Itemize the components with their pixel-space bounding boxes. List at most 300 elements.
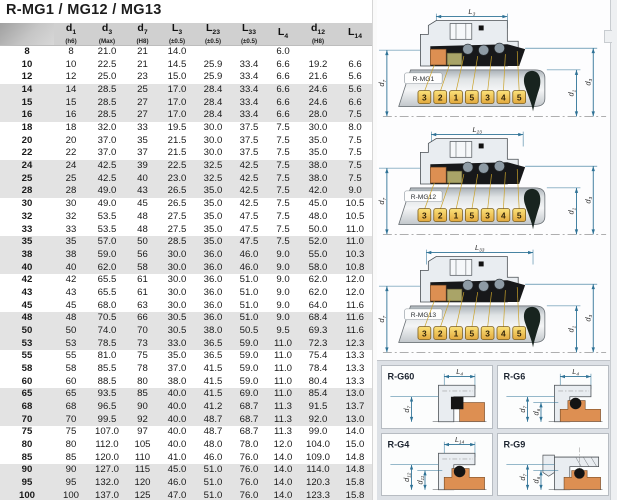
cell: 69.3 [308, 324, 328, 336]
cell: 32.0 [97, 122, 117, 134]
cell [299, 46, 337, 59]
cell: 33.4 [239, 109, 259, 121]
table-row [0, 325, 373, 338]
cell: 11.3 [274, 413, 292, 425]
cell: 53 [21, 337, 33, 349]
cell: 11.0 [274, 388, 292, 400]
cell: 52.0 [308, 236, 328, 248]
gland-detail [450, 24, 472, 40]
callout-number: 5 [469, 328, 475, 339]
cell: 51.0 [239, 274, 259, 286]
cell: 10.5 [345, 210, 365, 222]
cell: 58 [21, 362, 33, 374]
dim-label: $d_7$ [377, 79, 388, 87]
dim-label: $L_{33}$ [474, 243, 485, 254]
cell: 12.3 [345, 337, 365, 349]
cell: 9.0 [276, 312, 290, 324]
callout-number: 3 [485, 328, 490, 339]
cell: 7.5 [348, 172, 362, 184]
detail-label: R-G60 [387, 371, 415, 382]
cell: 10 [21, 58, 33, 70]
callout-number: 5 [469, 92, 475, 103]
dim-label: $d_7$ [377, 315, 388, 323]
cell: 15 [65, 96, 77, 108]
cell: 35.0 [203, 185, 223, 197]
cell: 41.5 [203, 375, 223, 387]
table-row [0, 122, 373, 135]
table-row [0, 388, 373, 401]
cell: 16 [21, 109, 33, 121]
cell: 8.0 [348, 122, 362, 134]
cell: 65 [21, 388, 33, 400]
cell: 25.9 [203, 58, 223, 70]
cell: 11.0 [346, 236, 364, 248]
cell: 80.4 [308, 375, 328, 387]
cell: 28.4 [203, 109, 223, 121]
table-header-row [0, 23, 373, 46]
cell: 11.0 [274, 350, 292, 362]
cell: 45.0 [308, 198, 328, 210]
diagram-r-mg12-wrap [377, 122, 613, 240]
table-row [0, 338, 373, 351]
dim-label: $d_7$ [517, 405, 528, 413]
cell: 42.5 [97, 160, 117, 172]
detail-diagram-r-g4 [382, 434, 492, 496]
cell: 13.7 [345, 400, 365, 412]
cell: 26.5 [167, 198, 187, 210]
cell: 21 [137, 46, 148, 58]
cell: 27 [137, 109, 148, 121]
cell: 37 [137, 147, 148, 159]
cell: 7.5 [276, 147, 290, 159]
page-title: R-MG1 / MG12 / MG13 [6, 2, 162, 18]
cell: 30.0 [167, 299, 187, 311]
table-row [0, 426, 373, 439]
cell: 76.0 [239, 476, 259, 488]
cell: 6.6 [348, 58, 362, 70]
cell: 14.8 [345, 464, 365, 476]
cell: 92 [137, 413, 148, 425]
cell: 38 [65, 248, 77, 260]
cell: 33.4 [239, 71, 259, 83]
dim-label: $d_7$ [377, 197, 388, 205]
cell: 8 [24, 46, 30, 58]
cell: 109.0 [305, 451, 330, 463]
cell: 19.2 [308, 58, 328, 70]
column-header: $d_7$ (H8) [126, 23, 159, 46]
cell: 7.5 [276, 223, 290, 235]
gland-detail [450, 260, 472, 276]
cell: 36.0 [203, 248, 223, 260]
cell: 70 [21, 413, 33, 425]
cell: 100 [62, 489, 79, 500]
cell: 9.0 [276, 299, 290, 311]
gland-detail [450, 142, 472, 158]
cell: 55 [21, 350, 33, 362]
cell: 12.0 [345, 274, 365, 286]
cell: 22 [65, 147, 77, 159]
cell: 28.5 [167, 236, 187, 248]
cell: 78.0 [239, 438, 259, 450]
cell: 16 [65, 109, 77, 121]
cell: 47.5 [239, 236, 259, 248]
diagram-label: R-MG12 [410, 194, 437, 202]
cell: 14.5 [167, 58, 187, 70]
table-row [0, 363, 373, 376]
cell: 12.0 [345, 286, 365, 298]
callout-number: 5 [516, 92, 522, 103]
diagram-label: R-MG1 [412, 76, 435, 84]
cell: 74.0 [97, 324, 117, 336]
cell: 114.0 [306, 464, 330, 476]
cell: 76.0 [239, 451, 259, 463]
cell: 37.0 [97, 147, 117, 159]
table-row [0, 414, 373, 427]
cell: 13.3 [345, 350, 365, 362]
cell: 70 [65, 413, 77, 425]
cell: 7.5 [276, 185, 290, 197]
callout-number: 2 [437, 328, 443, 339]
cell [231, 46, 267, 59]
callout-number: 3 [422, 210, 427, 221]
cell: 40.0 [167, 438, 187, 450]
dim-label: $d_6$ [531, 476, 541, 483]
cell: 46.0 [203, 451, 223, 463]
cell: 78 [137, 362, 148, 374]
cell: 42.5 [239, 172, 259, 184]
cell: 12 [65, 71, 77, 83]
column-header: $L_{33}$ (±0.5) [231, 23, 267, 46]
cell: 28.4 [203, 84, 223, 96]
cell: 42.0 [308, 185, 328, 197]
table-row [0, 84, 373, 97]
seal-face [447, 53, 462, 65]
cell: 56 [137, 248, 148, 260]
cell: 59.0 [239, 362, 259, 374]
set-screw [479, 25, 484, 30]
cell: 51.0 [203, 476, 223, 488]
dim-label: $d_{11}$ [415, 475, 425, 485]
cell: 39 [137, 160, 148, 172]
cell: 28.5 [97, 96, 117, 108]
table-row [0, 211, 373, 224]
cell: 33.4 [239, 84, 259, 96]
cell: 68.4 [308, 312, 328, 324]
cell: 24 [21, 160, 33, 172]
cell: 76.0 [239, 464, 259, 476]
cell: 33 [65, 223, 77, 235]
cell: 50 [65, 324, 77, 336]
cell: 78.5 [97, 337, 117, 349]
cell: 99.0 [308, 426, 328, 438]
cell: 41.0 [167, 451, 187, 463]
o-ring [574, 468, 585, 479]
table-row [0, 59, 373, 72]
cell: 43 [137, 185, 148, 197]
table-row [0, 185, 373, 198]
cell: 38.0 [203, 324, 223, 336]
cell: 13.0 [345, 413, 365, 425]
dim-label: $d_7$ [401, 405, 412, 413]
cell: 30.0 [167, 286, 187, 298]
spring [463, 280, 473, 290]
detail-label: R-G6 [503, 371, 526, 382]
cell: 90 [137, 400, 148, 412]
cell: 35.0 [203, 223, 223, 235]
cell: 32 [65, 210, 77, 222]
cell: 9.0 [276, 261, 290, 273]
cell: 40.0 [167, 400, 187, 412]
cell: 40 [137, 172, 148, 184]
cell: 7.5 [348, 160, 362, 172]
spring [479, 281, 489, 291]
cell: 42.5 [239, 160, 259, 172]
cell: 6.6 [276, 71, 290, 83]
cell: 28 [65, 185, 77, 197]
cell: 7.5 [276, 160, 290, 172]
cell: 48.7 [203, 426, 223, 438]
table-row [0, 262, 373, 275]
callout-number: 3 [422, 328, 427, 339]
cell: 40 [65, 261, 77, 273]
seat-orange [430, 49, 446, 65]
cell: 15.0 [167, 71, 187, 83]
cell: 23.0 [167, 172, 187, 184]
cell: 97 [137, 426, 148, 438]
cell: 46.0 [167, 476, 187, 488]
cell: 68.0 [97, 299, 117, 311]
cell: 27.5 [167, 210, 187, 222]
cell: 120.3 [305, 476, 330, 488]
callout-number: 3 [422, 92, 427, 103]
table-row [0, 477, 373, 490]
cell: 48.0 [203, 438, 223, 450]
cell: 36.5 [203, 337, 223, 349]
cell: 37.0 [97, 134, 117, 146]
cell: 15 [21, 96, 33, 108]
callout-number: 1 [453, 328, 459, 339]
dim-label: $L_4$ [456, 367, 463, 377]
cell: 41.5 [203, 362, 223, 374]
dim-label: $d_3$ [583, 78, 595, 86]
cell: 115 [134, 464, 151, 476]
cell: 15.0 [345, 438, 365, 450]
dim-label: $d_1$ [566, 207, 578, 215]
set-screw [479, 143, 484, 148]
cell: 6.6 [348, 96, 362, 108]
cell: 9.5 [276, 324, 290, 336]
cell: 5.6 [348, 84, 362, 96]
cell: 61 [137, 286, 148, 298]
cell: 36.0 [203, 312, 223, 324]
cell: 28.5 [97, 84, 117, 96]
cell: 7.5 [276, 172, 290, 184]
table-row [0, 236, 373, 249]
cell: 75 [137, 350, 148, 362]
cell: 35.0 [308, 134, 328, 146]
cell: 30.0 [203, 122, 223, 134]
cell: 11.0 [346, 223, 364, 235]
cell: 35 [137, 134, 148, 146]
cell: 36.0 [203, 261, 223, 273]
detail-diagram-r-g60 [382, 366, 492, 428]
cell: 15.8 [345, 489, 365, 500]
cell: 14 [65, 84, 77, 96]
dim-label: $d_{12}$ [401, 472, 412, 482]
cell: 48 [21, 312, 33, 324]
dim-label: $d_3$ [583, 196, 595, 204]
cell: 112.0 [95, 438, 119, 450]
cell: 81.0 [97, 350, 117, 362]
cell: 55.0 [308, 248, 328, 260]
table-row [0, 452, 373, 465]
column-header [0, 23, 54, 46]
cell: 24.6 [308, 96, 328, 108]
cell: 110 [134, 451, 151, 463]
cell: 25 [21, 172, 33, 184]
cell: 45 [21, 299, 33, 311]
dim-label: $L_{23}$ [472, 125, 482, 136]
cell: 22.5 [167, 160, 187, 172]
cell: 32.5 [203, 160, 223, 172]
cell: 45 [137, 198, 148, 210]
cell: 15.8 [345, 476, 365, 488]
cell: 9.0 [276, 274, 290, 286]
cell: 50 [137, 236, 148, 248]
cell: 51.0 [239, 286, 259, 298]
cell: 6.6 [276, 58, 290, 70]
cell: 7.5 [276, 198, 290, 210]
cell: 125 [134, 489, 151, 500]
cell: 26.5 [167, 185, 187, 197]
o-ring [454, 465, 466, 477]
cell: 11.0 [274, 362, 292, 374]
cell: 14.0 [345, 426, 365, 438]
cell: 42.5 [239, 185, 259, 197]
dim-label: $d_3$ [583, 314, 595, 322]
cell: 14.0 [273, 451, 293, 463]
cell: 70.5 [97, 312, 117, 324]
cell: 14.0 [273, 476, 293, 488]
cell: 51.0 [239, 299, 259, 311]
cell: 11.0 [274, 375, 292, 387]
detail-label: R-G4 [387, 438, 410, 449]
cell: 33.0 [167, 337, 187, 349]
cell: 30 [21, 198, 33, 210]
callout-number: 3 [485, 210, 490, 221]
cell: 68.7 [239, 400, 259, 412]
cell: 40 [21, 261, 33, 273]
cell: 50 [21, 324, 33, 336]
cell: 137.0 [94, 489, 119, 500]
cell: 38.0 [308, 172, 328, 184]
table-row [0, 464, 373, 477]
callout-number: 5 [469, 210, 475, 221]
cell: 27 [137, 96, 148, 108]
seal-face [447, 289, 462, 301]
cell: 73 [137, 337, 148, 349]
cell: 21.5 [167, 134, 187, 146]
cell: 30.0 [167, 274, 187, 286]
cell: 18 [65, 122, 77, 134]
cell: 42 [65, 274, 77, 286]
dim-label: $L_{14}$ [454, 434, 465, 445]
cell: 47.5 [239, 223, 259, 235]
cell: 50.5 [239, 324, 259, 336]
table-row [0, 198, 373, 211]
cell: 37.5 [239, 147, 259, 159]
cell: 62.0 [97, 261, 117, 273]
cell: 93.5 [97, 388, 117, 400]
cell: 40.0 [167, 388, 187, 400]
table-row [0, 46, 373, 59]
cell: 62.0 [308, 286, 328, 298]
cell: 42.5 [239, 198, 259, 210]
cell: 37.5 [239, 134, 259, 146]
cell: 11.6 [346, 299, 364, 311]
cell: 107.0 [94, 426, 119, 438]
cell: 85 [137, 388, 148, 400]
dim-label: $d_1$ [566, 325, 578, 333]
cell: 30.0 [167, 248, 187, 260]
cell: 13.3 [345, 362, 365, 374]
cell: 10 [65, 58, 77, 70]
cell: 48.7 [203, 413, 223, 425]
spring [479, 163, 489, 173]
cell: 40.0 [167, 413, 187, 425]
cell: 12 [21, 71, 33, 83]
cell: 127.0 [94, 464, 119, 476]
callout-number: 4 [501, 210, 506, 221]
table-row [0, 97, 373, 110]
cell: 36.5 [203, 350, 223, 362]
cell: 35.0 [203, 198, 223, 210]
cell: 21.5 [167, 147, 187, 159]
cell: 58 [65, 362, 77, 374]
cell: 53.5 [97, 223, 117, 235]
cell: 11.3 [274, 426, 292, 438]
table-row [0, 249, 373, 262]
cell: 75 [65, 426, 77, 438]
cell: 65 [65, 388, 77, 400]
cell: 50.0 [308, 223, 328, 235]
cell: 22.5 [97, 58, 117, 70]
seat-orange [430, 285, 446, 301]
cell: 9.0 [276, 248, 290, 260]
callout-number: 2 [437, 210, 443, 221]
dim-label: $d_6$ [531, 408, 541, 416]
cell: 51.0 [203, 464, 223, 476]
cell: 37.5 [239, 122, 259, 134]
column-header: $d_{12}$ (H8) [299, 23, 337, 46]
cell: 105 [134, 438, 151, 450]
cell: 7.5 [276, 236, 290, 248]
cell: 68.7 [239, 413, 259, 425]
table-row [0, 224, 373, 237]
cell: 66 [137, 312, 148, 324]
cell: 91.5 [308, 400, 328, 412]
cell: 23 [137, 71, 148, 83]
cell: 59.0 [239, 375, 259, 387]
cell: 132.0 [94, 476, 119, 488]
cell: 21 [137, 58, 148, 70]
cell: 32.5 [203, 172, 223, 184]
set-screw [479, 261, 484, 266]
detail-diagram-r-g9 [498, 434, 608, 496]
cell: 14.0 [273, 489, 293, 500]
page-edge-strip [610, 0, 617, 500]
cell: 6.6 [276, 96, 290, 108]
